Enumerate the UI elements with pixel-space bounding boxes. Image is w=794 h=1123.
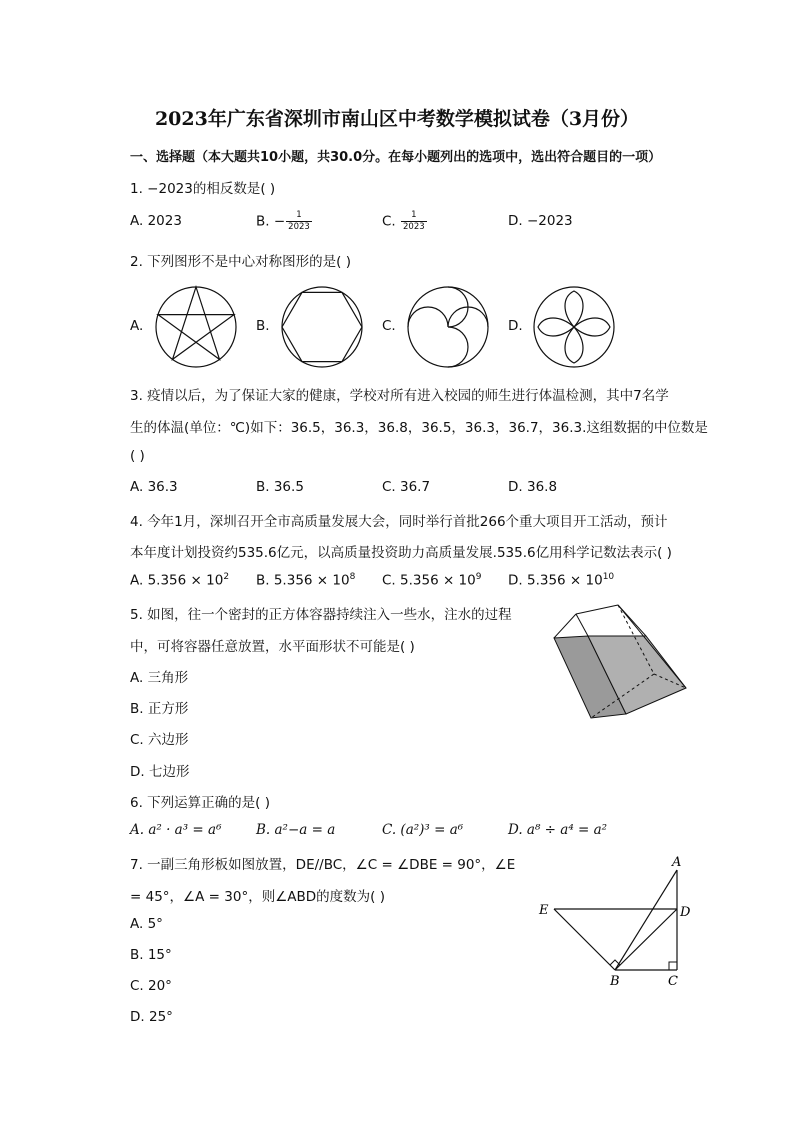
q3-line2: 生的体温(单位：℃)如下：36.5，36.3，36.8，36.5，36.3，36.7，36.3.这组数据的中位数是 <box>130 420 708 436</box>
cube-water-figure <box>548 600 694 728</box>
q4-option-c-exponent: 9 <box>475 572 482 582</box>
pinwheel-in-circle-figure <box>406 285 490 369</box>
q1-option-b-denominator: 2023 <box>288 222 310 232</box>
q2-option-c-label: C. <box>382 318 396 334</box>
q7-line2: = 45°，∠A = 30°，则∠ABD的度数为( ) <box>130 889 386 905</box>
star-in-circle-figure <box>154 285 238 369</box>
label-c: C <box>668 974 678 989</box>
q4-option-c <box>382 572 481 589</box>
q1-option-c-numerator: 1 <box>401 210 427 222</box>
q5-option-c: C. 六边形 <box>130 732 189 748</box>
q7-option-b: B. 15° <box>130 947 172 963</box>
q1-option-b <box>256 210 312 233</box>
q1-option-b-fraction <box>286 210 312 233</box>
four-petal-in-circle-figure <box>532 285 616 369</box>
q5-line2: 中，可将容器任意放置，水平面形状不可能是( ) <box>130 639 415 655</box>
q1-option-b-prefix: B. − <box>256 213 286 230</box>
q5-line1: 5. 如图，往一个密封的正方体容器持续注入一些水，注水的过程 <box>130 607 512 623</box>
q7-option-c: C. 20° <box>130 978 172 994</box>
q4-option-c-base: C. 5.356 × 10 <box>382 572 476 589</box>
q3-line1: 3. 疫情以后，为了保证大家的健康，学校对所有进入校园的师生进行体温检测，其中7名学 <box>130 388 669 404</box>
q4-option-a <box>130 572 229 589</box>
q3-option-d: D. 36.8 <box>508 479 558 495</box>
q4-option-a-base: A. 5.356 × 10 <box>130 572 224 589</box>
q4-option-d <box>508 572 614 589</box>
q5-option-b: B. 正方形 <box>130 701 189 717</box>
q4-option-d-base: D. 5.356 × 10 <box>508 572 603 589</box>
q3-option-b: B. 36.5 <box>256 479 304 495</box>
q6-option-b: B. a²−a = a <box>256 822 336 838</box>
q3-option-a: A. 36.3 <box>130 479 178 495</box>
q4-option-b-exponent: 8 <box>349 572 356 582</box>
q3-option-c: C. 36.7 <box>382 479 431 495</box>
q2-stem: 2. 下列图形不是中心对称图形的是( ) <box>130 254 351 270</box>
q6-option-a: A. a² · a³ = a⁶ <box>130 822 222 838</box>
q4-option-d-exponent: 10 <box>602 572 615 582</box>
q2-option-a-label: A. <box>130 318 144 334</box>
q6-option-c: C. (a²)³ = a⁶ <box>382 822 464 838</box>
q7-option-d: D. 25° <box>130 1009 173 1025</box>
q2-option-d-label: D. <box>508 318 523 334</box>
page-title: 2023年广东省深圳市南山区中考数学模拟试卷（3月份） <box>154 108 640 130</box>
q4-line1: 4. 今年1月，深圳召开全市高质量发展大会，同时举行首批266个重大项目开工活动，预计 <box>130 514 668 530</box>
q4-line2: 本年度计划投资约535.6亿元，以高质量投资助力高质量发展.535.6亿用科学记数法表示( ) <box>130 545 672 561</box>
q5-option-d: D. 七边形 <box>130 764 190 780</box>
section-header: 一、选择题（本大题共10小题，共30.0分。在每小题列出的选项中，选出符合题目的一项） <box>130 150 662 165</box>
q6-stem: 6. 下列运算正确的是( ) <box>130 795 270 811</box>
label-e: E <box>539 903 549 918</box>
q1-stem: 1. −2023的相反数是( ) <box>130 181 276 197</box>
q1-option-c <box>382 210 427 233</box>
q4-option-b <box>256 572 355 589</box>
label-a: A <box>672 855 682 870</box>
triangle-rulers-figure <box>530 848 700 993</box>
label-d: D <box>680 905 691 920</box>
q5-option-a: A. 三角形 <box>130 670 189 686</box>
q1-option-c-denominator: 2023 <box>403 222 425 232</box>
q1-option-c-fraction <box>401 210 427 233</box>
q1-option-c-prefix: C. <box>382 213 401 230</box>
q7-line1: 7. 一副三角形板如图放置，DE//BC，∠C = ∠DBE = 90°，∠E <box>130 857 516 873</box>
q4-option-b-base: B. 5.356 × 10 <box>256 572 350 589</box>
hexagon-in-circle-figure <box>280 285 364 369</box>
q4-option-a-exponent: 2 <box>223 572 230 582</box>
q1-option-d: D. −2023 <box>508 213 573 229</box>
q1-option-a: A. 2023 <box>130 213 182 229</box>
label-b: B <box>610 974 620 989</box>
q1-option-b-numerator: 1 <box>286 210 312 222</box>
q6-option-d: D. a⁸ ÷ a⁴ = a² <box>508 822 608 838</box>
q7-option-a: A. 5° <box>130 916 163 932</box>
q2-option-b-label: B. <box>256 318 270 334</box>
q3-line3: ( ) <box>130 448 145 464</box>
